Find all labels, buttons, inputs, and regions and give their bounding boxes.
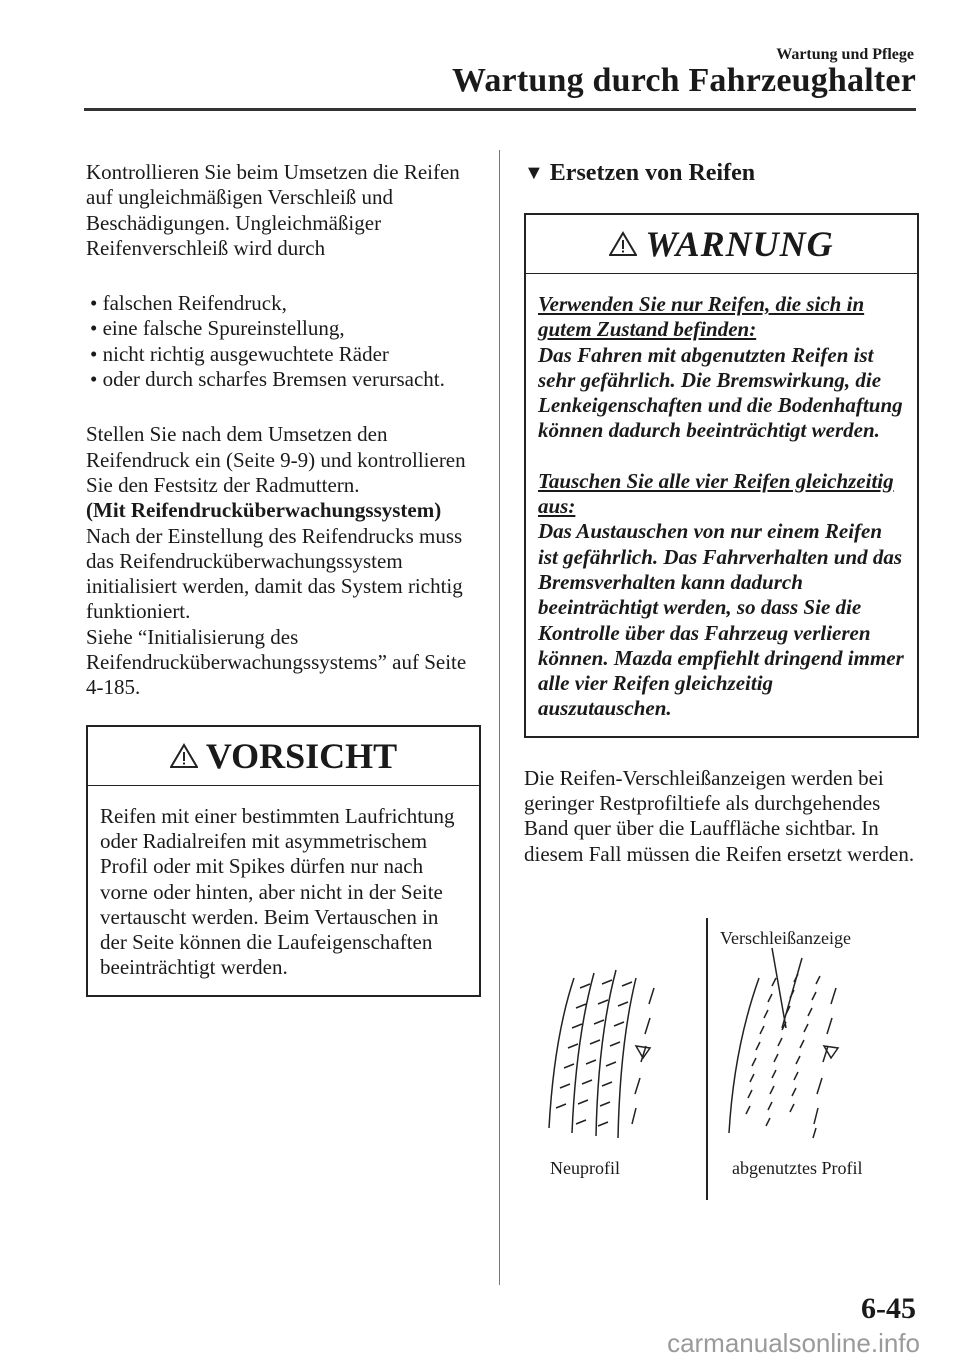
list-item: • nicht richtig ausgewuchtete Räder <box>86 342 481 367</box>
warning-text-1: Das Fahren mit abgenutzten Reifen ist sehr gefährlich. Die Bremswirkung, die Lenkeigenschaften und die Bodenhaftung können dadurch beeinträchtigt werden. <box>538 342 903 443</box>
worn-tread-label: abgenutztes Profil <box>732 1158 863 1178</box>
triangle-down-icon: ▼ <box>524 162 544 184</box>
caution-text: Reifen mit einer bestimmten Laufrichtung oder Radialreifen mit asymmetrischem Profil oder mit Spikes dürfen nur nach vorne oder hinten, aber nicht in der Seite vertauscht werden. Beim Vertauschen in der Seite können die Laufeigenschaften beeinträchtigt werden. <box>100 803 455 980</box>
cause-list <box>86 291 481 392</box>
caution-title: VORSICHT <box>205 735 398 776</box>
wear-indicator-label: Verschleißanzeige <box>720 928 851 948</box>
tpms-heading: (Mit Reifendrucküberwachungssystem) <box>86 498 442 523</box>
pressure-paragraph: Stellen Sie nach dem Umsetzen den Reifendruck ein (Seite 9-9) und kontrollieren Sie den Festsitz der Radmuttern. <box>86 422 466 497</box>
section-heading <box>524 160 919 187</box>
warning-triangle-icon <box>170 743 198 769</box>
warning-header <box>526 215 917 274</box>
warning-heading-2: Tauschen Sie alle vier Reifen gleichzeitig aus: <box>538 468 894 519</box>
warning-triangle-icon <box>609 231 637 257</box>
intro-paragraph: Kontrollieren Sie beim Umsetzen die Reifen auf ungleichmäßigen Verschleiß und Beschädigungen. Ungleichmäßiger Reifenverschleiß wird durch <box>86 160 460 260</box>
warning-heading-1: Verwenden Sie nur Reifen, die sich in gutem Zustand befinden: <box>538 292 865 342</box>
new-tread-label: Neuprofil <box>550 1158 620 1178</box>
warning-box <box>524 213 919 738</box>
tpms-paragraph: Nach der Einstellung des Reifendrucks muss das Reifendrucküberwachungssystem initialisiert werden, damit das System richtig funktioniert. <box>86 523 463 624</box>
reference-paragraph: Siehe “Initialisierung des Reifendrucküberwachungssystems” auf Seite 4-185. <box>86 624 467 700</box>
right-column <box>524 160 919 867</box>
column-divider <box>499 150 500 1285</box>
list-item: • eine falsche Spureinstellung, <box>86 316 481 341</box>
section-heading-text: Ersetzen von Reifen <box>549 160 756 186</box>
caution-header <box>88 727 479 786</box>
page-number: 6-45 <box>861 1292 916 1325</box>
warning-text-2: Das Austauschen von nur einem Reifen ist gefährlich. Das Fahrverhalten und das Bremsverhalten kann dadurch beeinträchtigt werden, so dass Sie die Kontrolle über das Fahrzeug verlieren können. Mazda empfiehlt dringend immer alle vier Reifen gleichzeitig auszutauschen. <box>538 519 904 721</box>
caution-box <box>86 725 481 997</box>
left-column <box>86 160 481 997</box>
watermark: carmanualsonline.info <box>667 1328 920 1358</box>
header-rule <box>84 108 916 111</box>
warning-title: WARNUNG <box>645 224 834 264</box>
section-name: Wartung und Pflege <box>776 46 914 63</box>
list-item: • oder durch scharfes Bremsen verursacht. <box>86 367 481 392</box>
list-item: • falschen Reifendruck, <box>86 291 481 316</box>
tire-tread-figure <box>524 918 919 1208</box>
page-title: Wartung durch Fahrzeughalter <box>452 62 916 99</box>
wear-indicator-paragraph: Die Reifen-Verschleißanzeigen werden bei geringer Restprofiltiefe als durchgehendes Band quer über die Lauffläche sichtbar. In diesem Fall müssen die Reifen ersetzt werden. <box>524 765 915 866</box>
